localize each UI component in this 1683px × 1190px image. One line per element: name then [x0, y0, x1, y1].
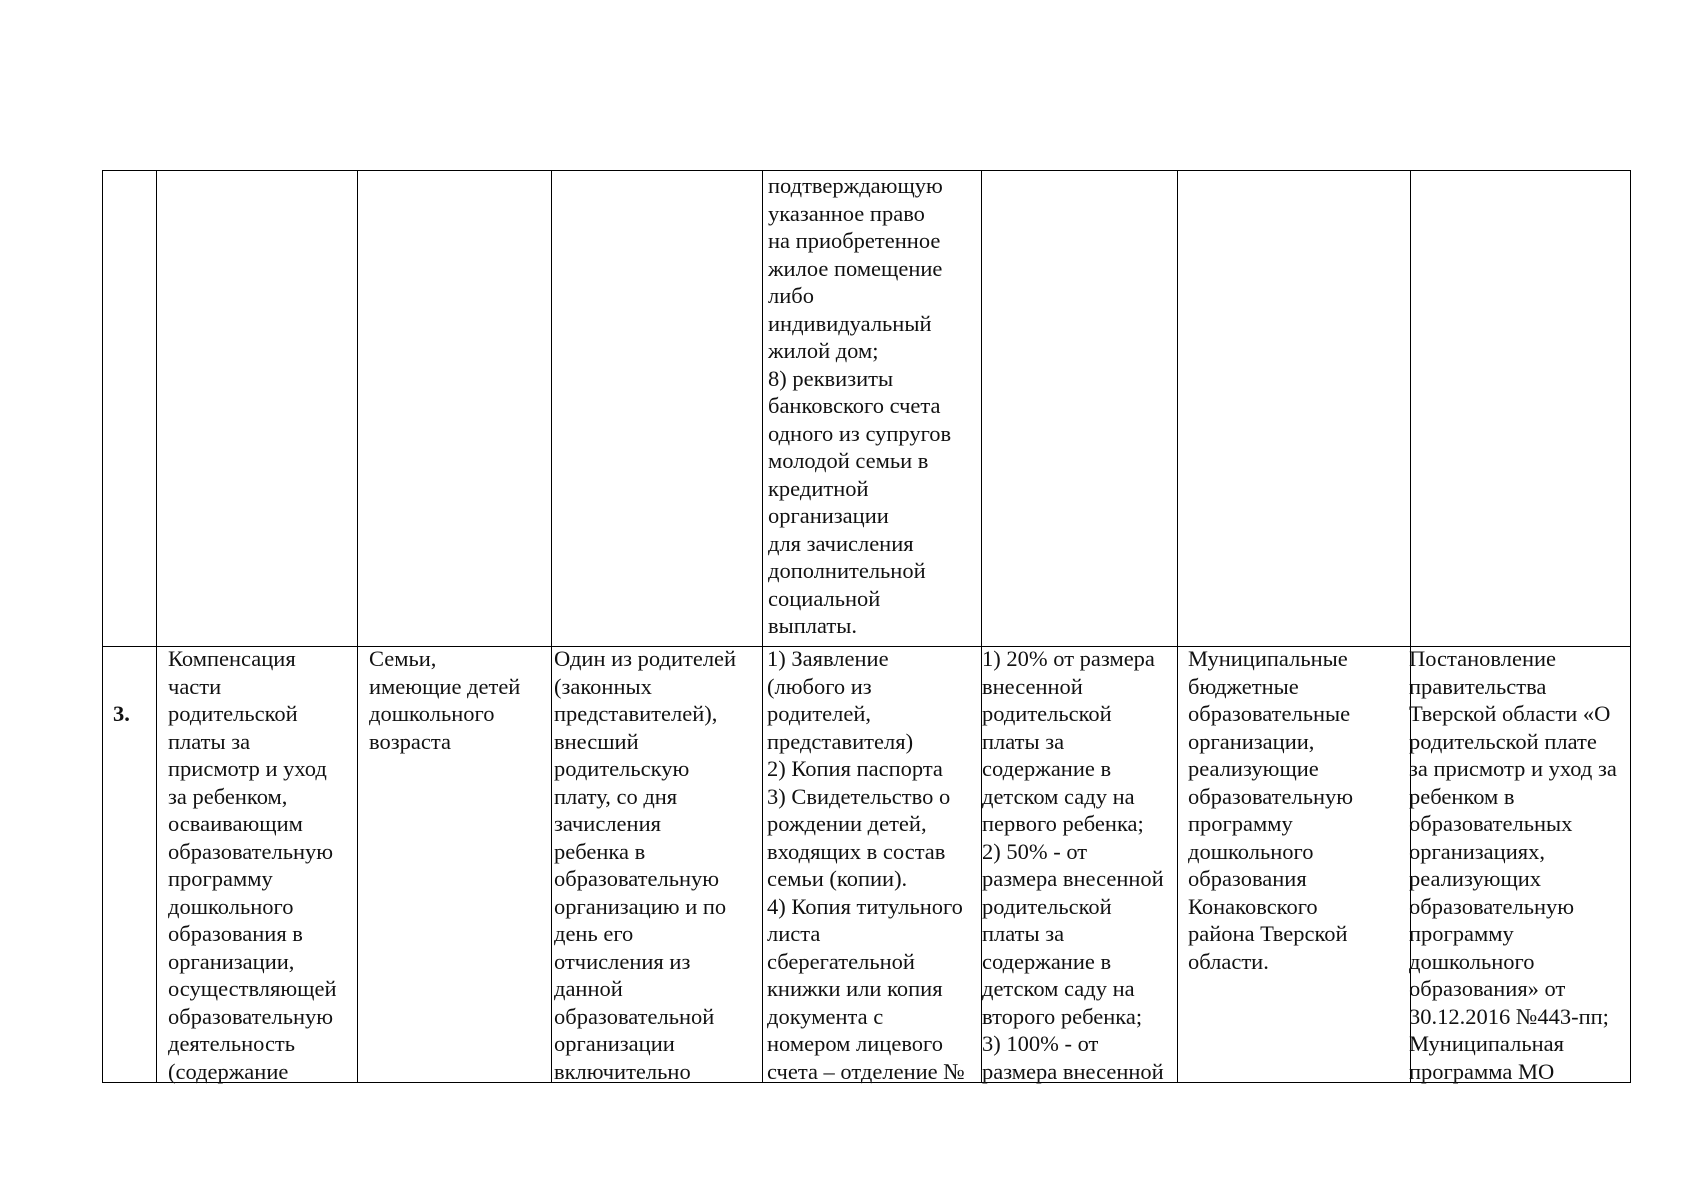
text-line: 1) Заявление: [767, 646, 889, 671]
text-line: дополнительной: [768, 558, 926, 583]
text-line: жилое помещение: [768, 255, 943, 281]
text-line: (содержание: [168, 1058, 289, 1084]
text-line: Один из родителей: [554, 646, 737, 671]
text-line: отчисления из: [554, 948, 691, 974]
text-line: 3) Свидетельство о: [767, 783, 951, 809]
text-line: входящих в состав: [767, 838, 946, 864]
text-line: данной: [554, 976, 623, 1001]
text-line: дошкольного: [1188, 838, 1314, 864]
text-line: кредитной: [768, 475, 869, 501]
text-line: представителей),: [554, 701, 718, 726]
text-line: деятельность: [168, 1031, 296, 1056]
text-line: рождении детей,: [767, 811, 927, 836]
category-cell: [369, 645, 520, 755]
text-line: зачисления: [554, 811, 661, 836]
text-line: содержание в: [982, 948, 1112, 974]
text-line: Компенсация: [168, 646, 296, 671]
text-line: детском саду на: [982, 783, 1135, 809]
column-divider: [762, 170, 763, 1083]
amount-cell: [982, 645, 1164, 1085]
text-line: родительской: [982, 893, 1112, 919]
text-line: образовательных: [1409, 811, 1573, 836]
legal-basis-cell: [1409, 645, 1617, 1085]
text-line: за присмотр и уход за: [1409, 756, 1617, 781]
text-line: бюджетные: [1188, 673, 1299, 699]
text-line: родительскую: [554, 756, 690, 781]
text-line: на приобретенное: [768, 228, 941, 253]
text-line: реализующих: [1409, 866, 1542, 891]
text-line: счета – отделение №: [767, 1058, 965, 1084]
text-line: реализующие: [1188, 756, 1319, 781]
text-line: образовательную: [1188, 783, 1354, 809]
text-line: второго ребенка;: [982, 1003, 1143, 1029]
text-line: ребенка в: [554, 838, 646, 864]
text-line: района Тверской: [1188, 921, 1348, 946]
text-line: индивидуальный: [768, 310, 932, 336]
text-line: платы за: [168, 728, 251, 754]
text-line: осваивающим: [168, 811, 303, 836]
text-line: образовательной: [554, 1003, 715, 1029]
row-number: [113, 645, 136, 783]
text-line: для зачисления: [768, 530, 914, 556]
text-line: программа МО: [1409, 1058, 1555, 1084]
text-line: программу: [1409, 921, 1514, 946]
text-line: Тверской области «О: [1409, 701, 1611, 726]
text-line: день его: [554, 921, 634, 946]
text-line: Муниципальная: [1409, 1031, 1564, 1056]
text-line: социальной: [768, 585, 881, 611]
text-line: 30.12.2016 №443-пп;: [1409, 1003, 1609, 1029]
text-line: одного из супругов: [768, 420, 952, 446]
text-line: (любого из: [767, 673, 872, 699]
recipient-cell: [554, 645, 736, 1085]
column-divider: [551, 170, 552, 1083]
text-line: организациях,: [1409, 838, 1545, 864]
text-line: образовательную: [554, 866, 720, 891]
text-line: выплаты.: [768, 613, 857, 638]
text-line: присмотр и уход: [168, 756, 327, 781]
text-line: организации,: [1188, 728, 1315, 754]
text-line: детском саду на: [982, 976, 1135, 1001]
column-divider: [156, 170, 157, 1083]
text-line: первого ребенка;: [982, 811, 1144, 836]
text-line: дошкольного: [168, 893, 294, 919]
text-line: внесенной: [982, 673, 1083, 699]
text-line: подтверждающую: [768, 173, 943, 198]
text-line: дошкольного: [1409, 948, 1535, 974]
text-line: 4) Копия титульного: [767, 893, 963, 919]
text-line: образования: [1188, 866, 1307, 891]
text-line: организации: [554, 1031, 675, 1056]
text-line: (законных: [554, 673, 652, 699]
text-line: части: [168, 673, 222, 699]
text-line: номером лицевого: [767, 1031, 943, 1056]
text-line: образования» от: [1409, 976, 1566, 1001]
text-line: осуществляющей: [168, 976, 337, 1001]
text-line: сберегательной: [767, 948, 915, 974]
text-line: Семьи,: [369, 646, 437, 671]
text-line: Конаковского: [1188, 893, 1318, 919]
text-line: родителей,: [767, 701, 872, 726]
text-line: 3) 100% - от: [982, 1031, 1099, 1056]
provider-cell: [1188, 645, 1353, 975]
text-line: правительства: [1409, 673, 1547, 699]
row-number-text: 3.: [113, 701, 130, 726]
text-line: родительской: [982, 701, 1112, 726]
text-line: платы за: [982, 921, 1065, 946]
text-line: возраста: [369, 728, 451, 754]
text-line: образовательную: [168, 1003, 334, 1029]
text-line: книжки или копия: [767, 976, 943, 1001]
text-line: листа: [767, 921, 821, 946]
text-line: плату, со дня: [554, 783, 678, 809]
text-line: содержание в: [982, 756, 1112, 781]
text-line: за ребенком,: [168, 783, 288, 809]
text-line: организацию и по: [554, 893, 727, 919]
text-line: включительно: [554, 1058, 691, 1084]
text-line: имеющие детей: [369, 673, 521, 699]
text-line: платы за: [982, 728, 1065, 754]
text-line: образовательную: [1409, 893, 1575, 919]
text-line: организации,: [168, 948, 295, 974]
measure-cell: [168, 645, 337, 1085]
continued-documents-cell: [768, 172, 951, 640]
text-line: указанное право: [768, 200, 925, 226]
text-line: родительской: [168, 701, 298, 726]
text-line: области.: [1188, 948, 1269, 974]
text-line: 2) 50% - от: [982, 838, 1088, 864]
text-line: молодой семьи в: [768, 448, 929, 473]
text-line: Постановление: [1409, 646, 1557, 671]
text-line: ребенком в: [1409, 783, 1515, 809]
text-line: программу: [168, 866, 273, 891]
text-line: внесший: [554, 728, 639, 754]
text-line: программу: [1188, 811, 1293, 836]
text-line: 8) реквизиты: [768, 365, 894, 391]
text-line: размера внесенной: [982, 1058, 1164, 1084]
text-line: банковского счета: [768, 393, 941, 418]
text-line: образовательную: [168, 838, 334, 864]
text-line: семьи (копии).: [767, 866, 908, 891]
text-line: 1) 20% от размера: [982, 646, 1155, 671]
text-line: 2) Копия паспорта: [767, 756, 943, 781]
text-line: организации: [768, 503, 889, 528]
documents-cell: [767, 645, 965, 1085]
text-line: представителя): [767, 728, 914, 754]
column-divider: [1177, 170, 1178, 1083]
column-divider: [357, 170, 358, 1083]
text-line: размера внесенной: [982, 866, 1164, 891]
text-line: родительской плате: [1409, 728, 1597, 754]
text-line: Муниципальные: [1188, 646, 1348, 671]
text-line: дошкольного: [369, 701, 495, 726]
text-line: образования в: [168, 921, 303, 946]
text-line: документа с: [767, 1003, 884, 1029]
text-line: образовательные: [1188, 701, 1351, 726]
text-line: жилой дом;: [768, 338, 879, 363]
text-line: либо: [768, 283, 814, 308]
